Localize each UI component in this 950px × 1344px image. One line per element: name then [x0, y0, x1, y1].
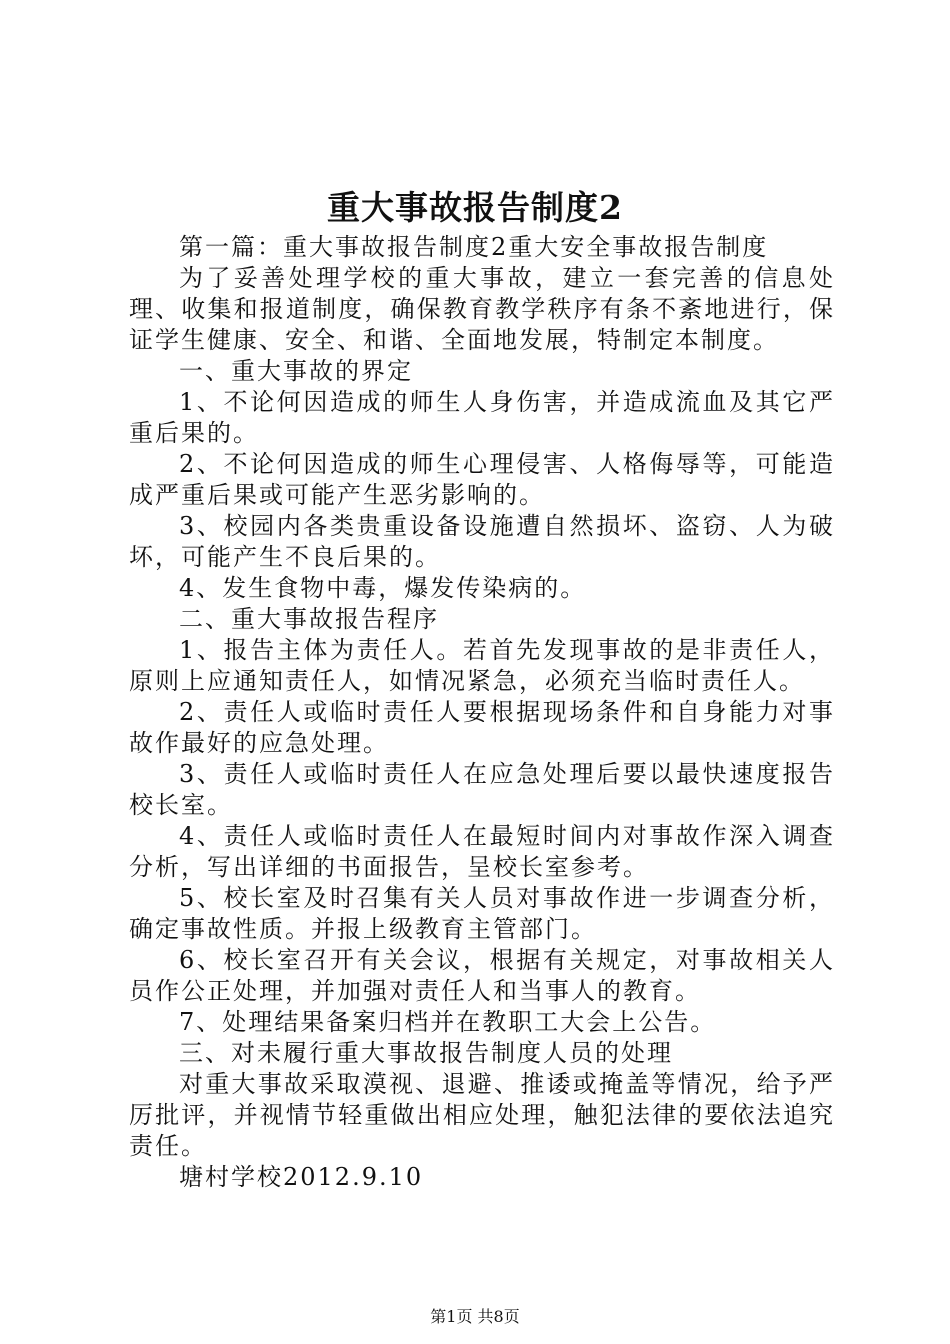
page-number-footer: 第1页 共8页 [430, 1307, 520, 1326]
paragraph: 第一篇：重大事故报告制度2重大安全事故报告制度 [179, 233, 769, 261]
paragraph: 4、发生食物中毒，爆发传染病的。 [179, 574, 587, 602]
paragraph: 1、不论何因造成的师生人身伤害，并造成流血及其它严重后果的。 [129, 388, 835, 447]
paragraph: 3、责任人或临时责任人在应急处理后要以最快速度报告校长室。 [129, 760, 835, 819]
paragraph: 为了妥善处理学校的重大事故，建立一套完善的信息处理、收集和报道制度，确保教育教学秩序有条不紊地进行，保证学生健康、安全、和谐、全面地发展，特制定本制度。 [129, 264, 835, 354]
section-heading: 三、对未履行重大事故报告制度人员的处理 [179, 1039, 673, 1067]
paragraph: 对重大事故采取漠视、退避、推诿或掩盖等情况，给予严厉批评，并视情节轻重做出相应处理，触犯法律的要依法追究责任。 [129, 1070, 835, 1160]
paragraph: 2、不论何因造成的师生心理侵害、人格侮辱等，可能造成严重后果或可能产生恶劣影响的。 [129, 450, 835, 509]
paragraph: 5、校长室及时召集有关人员对事故作进一步调查分析，确定事故性质。并报上级教育主管部门。 [129, 884, 835, 943]
section-heading: 二、重大事故报告程序 [179, 605, 439, 633]
document-title: 重大事故报告制度2 [327, 188, 623, 227]
paragraph: 3、校园内各类贵重设备设施遭自然损坏、盗窃、人为破坏，可能产生不良后果的。 [129, 512, 835, 571]
signature-line: 塘村学校2012.9.10 [179, 1163, 424, 1191]
paragraph: 7、处理结果备案归档并在教职工大会上公告。 [179, 1008, 717, 1036]
paragraph: 6、校长室召开有关会议，根据有关规定，对事故相关人员作公正处理，并加强对责任人和当事人的教育。 [129, 946, 835, 1005]
paragraph: 2、责任人或临时责任人要根据现场条件和自身能力对事故作最好的应急处理。 [129, 698, 835, 757]
paragraph: 4、责任人或临时责任人在最短时间内对事故作深入调查分析，写出详细的书面报告，呈校长室参考。 [129, 822, 835, 881]
paragraph: 1、报告主体为责任人。若首先发现事故的是非责任人，原则上应通知责任人，如情况紧急，必须充当临时责任人。 [129, 636, 835, 695]
section-heading: 一、重大事故的界定 [179, 357, 413, 385]
document-body [129, 232, 835, 1193]
